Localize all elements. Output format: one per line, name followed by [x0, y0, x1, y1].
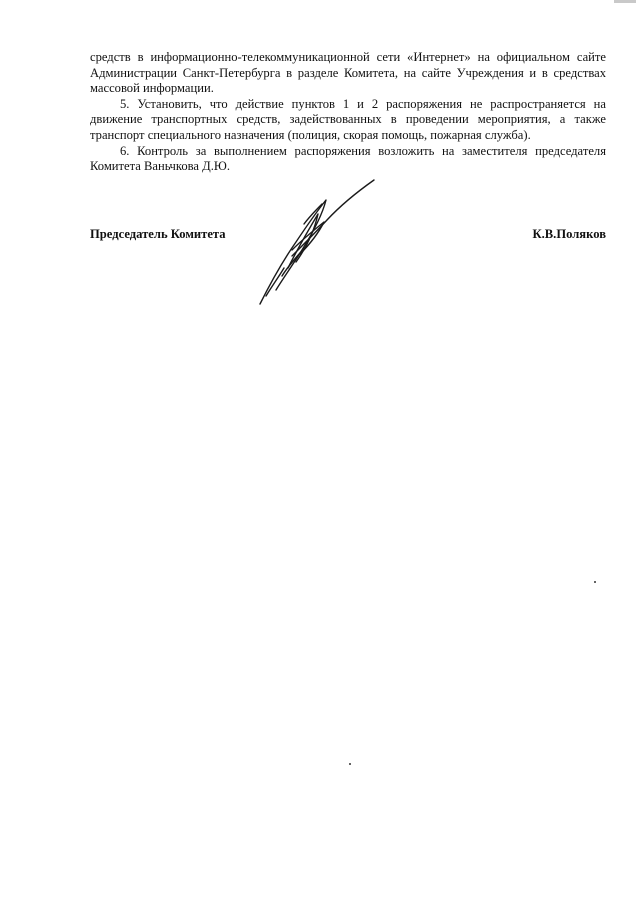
- signatory-name: К.В.Поляков: [532, 227, 606, 241]
- scan-speck: [349, 763, 351, 765]
- document-body: [90, 50, 606, 175]
- scan-edge-mark: [614, 0, 636, 3]
- paragraph-item-5: 5. Установить, что действие пунктов 1 и 2 распоряжения не распространяется на движение транспортных средств, задействованных в проведении мероприятия, а также транспорт специального назначения (полиция, скорая помощь, пожарная служба).: [90, 96, 606, 142]
- handwritten-signature-icon: [252, 176, 382, 316]
- scan-speck: [594, 581, 596, 583]
- signatory-title: Председатель Комитета: [90, 227, 226, 241]
- paragraph-continuation: средств в информационно-телекоммуникационной сети «Интернет» на официальном сайте Администрации Санкт-Петербурга в разделе Комитета, на сайте Учреждения и в средствах массовой информации.: [90, 50, 606, 96]
- paragraph-item-6: 6. Контроль за выполнением распоряжения возложить на заместителя председателя Комитета Ваньчкова Д.Ю.: [90, 143, 606, 174]
